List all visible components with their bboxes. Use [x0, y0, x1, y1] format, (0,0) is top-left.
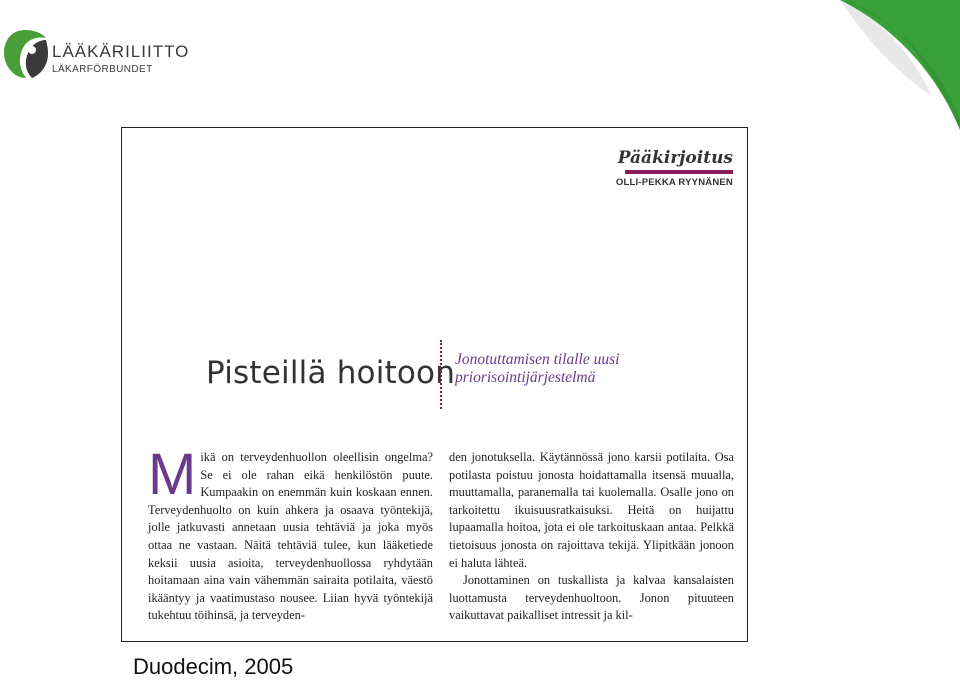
column-2-paragraph-1: den jonotuksella. Käytännössä jono karsii potilaita. Osa potilasta poistuu jonosta hoidattamalla itsensä muualla, muuttamalla, paranemalla tai kuolemalla. Osalle jono on tarkoitettu ikuisuusratkaisuksi. Heitä on huijattu lupaamalla hoitoa, jota ei ole tarkoituskaan antaa. Pelkkä tietoisuus jonosta on rajoittava tekijä. Ylipitkään jonoon ei haluta lähteä. [449, 450, 734, 570]
subtitle-line-1: Jonotuttamisen tilalle uusi [455, 351, 620, 368]
logo-text-primary: LÄÄKÄRILIITTO [52, 42, 190, 61]
article-column-2 [449, 449, 734, 625]
article-page [121, 127, 748, 642]
column-1-text: ikä on terveydenhuollon oleellisin ongelma? Se ei ole rahan eikä henkilöstön puute. Kumpaakin on enemmän kuin koskaan ennen. Terveydenhuolto on kuin ahkera ja osaava työntekijä, jolle jatkuvasti annetaan uusia tehtäviä ja joka myös ottaa ne vastaan. Näitä tehtäviä tulee, kun lääketiede keksii uusia asioita, terveydenhuollossa ryhdytään hoitamaan aina vain vähemmän sairaita potilaita, väestö ikääntyy ja vaatimustaso nousee. Liian hyvä työntekijä tukehtuu töihinsä, ja terveyden- [148, 450, 433, 623]
column-2-paragraph-2: Jonottaminen on tuskallista ja kalvaa kansalaisten luottamusta terveydenhuoltoon. Jonon pituuteen vaikuttavat paikalliset intressit ja kil- [449, 573, 734, 623]
author-name: OLLI-PEKKA RYYNÄNEN [615, 177, 733, 188]
section-title: Pääkirjoitus [617, 148, 733, 168]
dotted-divider [440, 340, 442, 409]
subtitle-line-2: priorisointijärjestelmä [455, 369, 596, 386]
laakariliitto-logo [0, 28, 200, 84]
section-underline [625, 170, 733, 174]
article-subtitle [455, 351, 715, 387]
drop-cap: M [148, 442, 197, 507]
laakariliitto-logo-icon [2, 28, 48, 80]
section-header [616, 148, 733, 188]
page-curl-icon [820, 0, 960, 130]
source-caption: Duodecim, 2005 [133, 654, 294, 679]
article-headline: Pisteillä hoitoon [206, 355, 456, 391]
article-column-1 [148, 442, 433, 625]
logo-text-secondary: LÄKARFÖRBUNDET [52, 64, 153, 75]
